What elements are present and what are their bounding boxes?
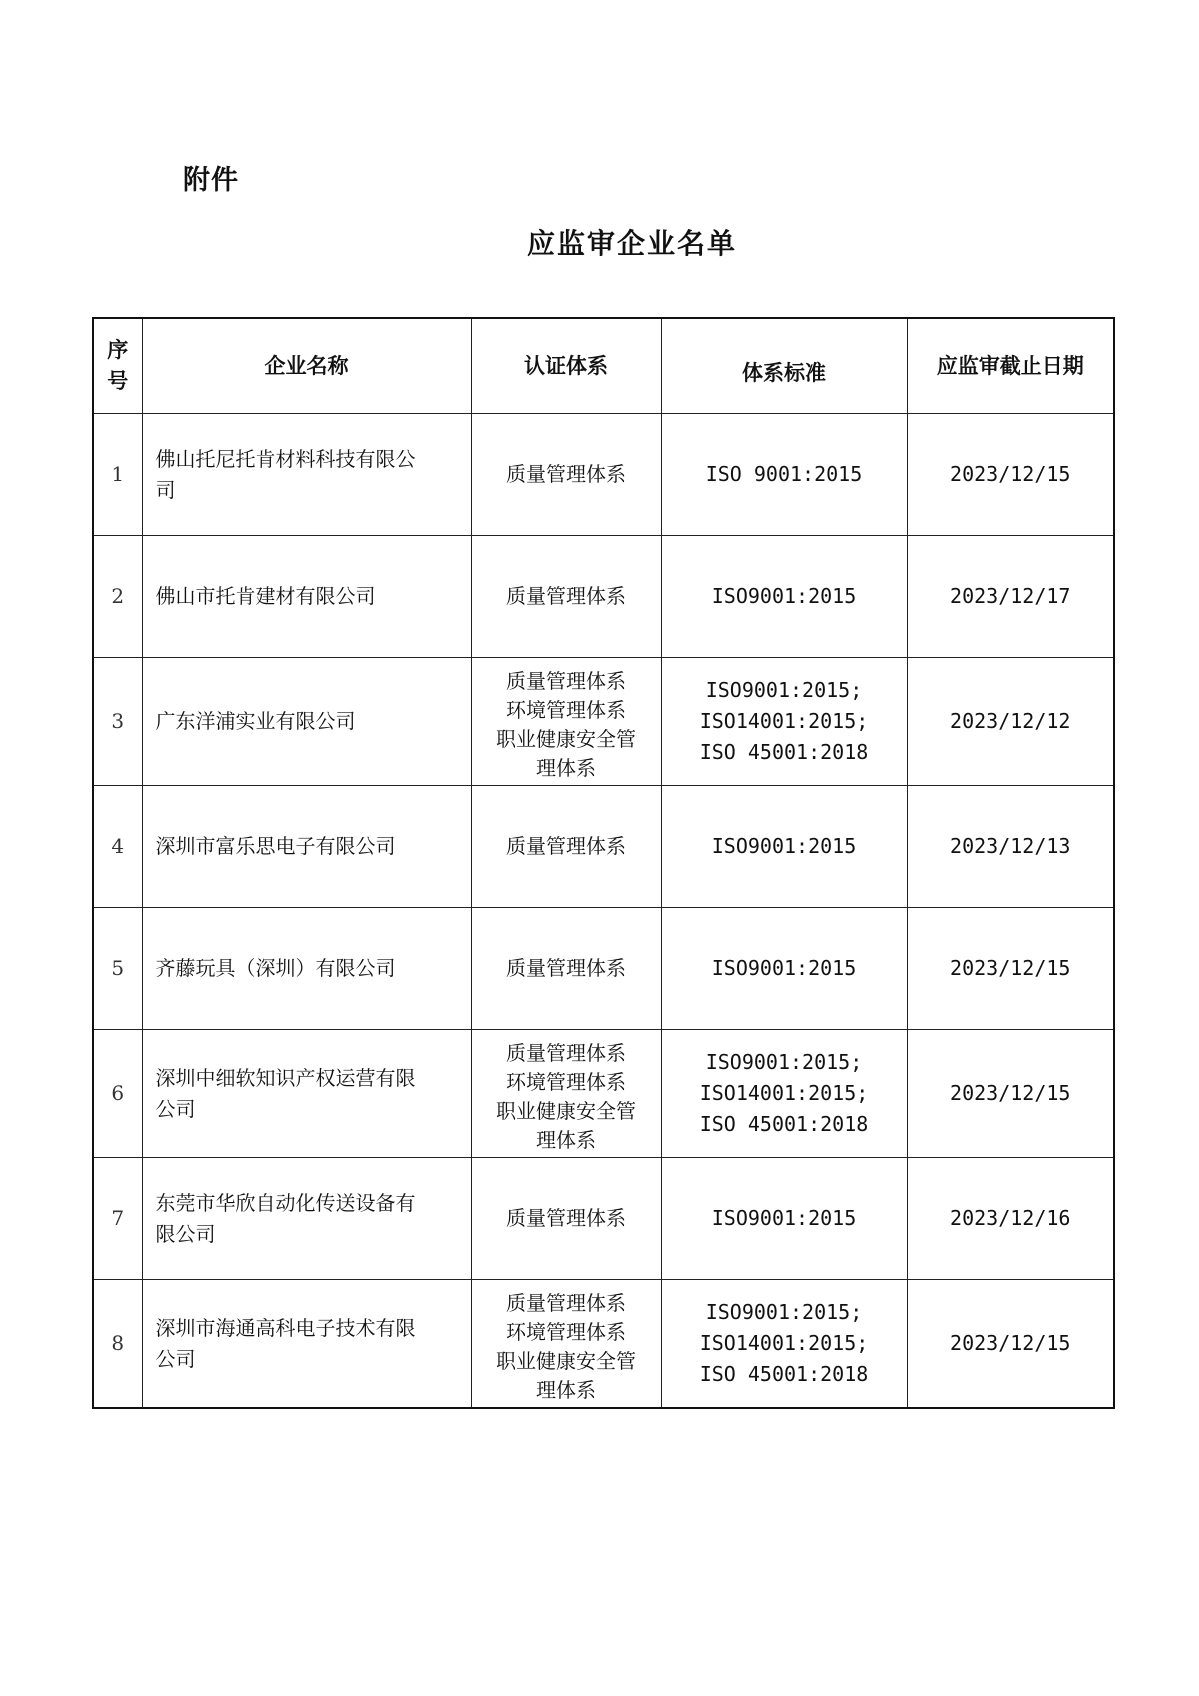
row-company-name <box>142 908 471 1030</box>
row-deadline-date: 2023/12/15 <box>907 908 1114 1030</box>
attachment-label: 附件 <box>183 165 239 196</box>
standard-line: ISO 45001:2018 <box>699 1362 869 1386</box>
row-seq: 4 <box>93 786 142 908</box>
row-deadline-date: 2023/12/15 <box>907 1280 1114 1409</box>
cert-system-line: 质量管理体系 <box>506 584 626 608</box>
row-seq: 5 <box>93 908 142 1030</box>
row-standard <box>661 1030 907 1158</box>
row-seq: 3 <box>93 658 142 786</box>
table-row <box>93 414 1114 536</box>
cert-system-line: 职业健康安全管 <box>496 1348 636 1373</box>
company-table <box>92 317 1115 1409</box>
company-name-line: 深圳市富乐思电子有限公司 <box>155 834 396 858</box>
cert-system-line: 理体系 <box>536 1127 596 1152</box>
cert-system-line: 理体系 <box>536 1377 596 1402</box>
cert-system-line: 职业健康安全管 <box>496 726 636 751</box>
header-row <box>93 318 1114 414</box>
row-deadline-date: 2023/12/13 <box>907 786 1114 908</box>
row-deadline-date: 2023/12/12 <box>907 658 1114 786</box>
row-standard <box>661 908 907 1030</box>
company-name-line: 广东洋浦实业有限公司 <box>155 709 356 733</box>
row-standard <box>661 786 907 908</box>
company-name-line: 公司 <box>155 1096 196 1121</box>
row-standard <box>661 658 907 786</box>
row-seq: 6 <box>93 1030 142 1158</box>
standard-line: ISO9001:2015 <box>711 956 857 980</box>
row-company-name <box>142 1280 471 1409</box>
header-seq-line1: 序 <box>107 338 129 362</box>
header-seq-line2: 号 <box>107 369 129 393</box>
cert-system-line: 质量管理体系 <box>506 1206 626 1230</box>
row-company-name <box>142 536 471 658</box>
page-title: 应监审企业名单 <box>526 227 737 260</box>
cert-system-line: 质量管理体系 <box>506 834 626 858</box>
standard-line: ISO 45001:2018 <box>699 1112 869 1136</box>
company-name-line: 齐藤玩具（深圳）有限公司 <box>155 956 396 980</box>
row-deadline-date: 2023/12/17 <box>907 536 1114 658</box>
header-deadline: 应监审截止日期 <box>907 318 1114 414</box>
row-company-name <box>142 658 471 786</box>
row-cert-system <box>471 1158 661 1280</box>
standard-line: ISO 45001:2018 <box>699 740 869 764</box>
standard-line: ISO 9001:2015 <box>705 462 863 486</box>
row-cert-system <box>471 658 661 786</box>
cert-system-line: 质量管理体系 <box>506 956 626 980</box>
row-seq: 8 <box>93 1280 142 1409</box>
row-company-name <box>142 1030 471 1158</box>
standard-line: ISO14001:2015; <box>699 1081 869 1105</box>
row-deadline-date: 2023/12/16 <box>907 1158 1114 1280</box>
company-name-line: 东莞市华欣自动化传送设备有 <box>155 1190 416 1215</box>
row-cert-system <box>471 536 661 658</box>
table-row <box>93 908 1114 1030</box>
table-body <box>93 414 1114 1409</box>
row-seq: 7 <box>93 1158 142 1280</box>
table-row <box>93 1030 1114 1158</box>
row-standard <box>661 1158 907 1280</box>
table-row <box>93 536 1114 658</box>
row-deadline-date: 2023/12/15 <box>907 1030 1114 1158</box>
cert-system-line: 环境管理体系 <box>506 697 626 722</box>
standard-line: ISO9001:2015; <box>705 1300 863 1324</box>
standard-line: ISO9001:2015 <box>711 584 857 608</box>
company-name-line: 司 <box>155 477 176 502</box>
row-standard <box>661 536 907 658</box>
header-company: 企业名称 <box>142 318 471 414</box>
row-cert-system <box>471 1280 661 1409</box>
standard-line: ISO14001:2015; <box>699 709 869 733</box>
row-cert-system <box>471 414 661 536</box>
cert-system-line: 质量管理体系 <box>506 1040 626 1065</box>
header-system: 认证体系 <box>471 318 661 414</box>
company-name-line: 深圳市海通高科电子技术有限 <box>155 1315 416 1340</box>
cert-system-line: 理体系 <box>536 755 596 780</box>
row-seq: 2 <box>93 536 142 658</box>
table-row <box>93 786 1114 908</box>
company-name-line: 深圳中细软知识产权运营有限 <box>155 1065 416 1090</box>
row-cert-system <box>471 786 661 908</box>
row-seq: 1 <box>93 414 142 536</box>
row-standard <box>661 1280 907 1409</box>
row-company-name <box>142 786 471 908</box>
cert-system-line: 环境管理体系 <box>506 1319 626 1344</box>
row-cert-system <box>471 1030 661 1158</box>
standard-line: ISO9001:2015; <box>705 678 863 702</box>
standard-line: ISO9001:2015 <box>711 1206 857 1230</box>
cert-system-line: 职业健康安全管 <box>496 1098 636 1123</box>
standard-line: ISO9001:2015; <box>705 1050 863 1074</box>
table-header <box>93 318 1114 414</box>
company-name-line: 限公司 <box>155 1221 216 1246</box>
header-seq <box>93 318 142 414</box>
row-company-name <box>142 414 471 536</box>
company-name-line: 佛山托尼托肯材料科技有限公 <box>155 446 416 471</box>
table-row <box>93 658 1114 786</box>
row-company-name <box>142 1158 471 1280</box>
cert-system-line: 质量管理体系 <box>506 462 626 486</box>
standard-line: ISO9001:2015 <box>711 834 857 858</box>
cert-system-line: 质量管理体系 <box>506 668 626 693</box>
standard-line: ISO14001:2015; <box>699 1331 869 1355</box>
table-row <box>93 1158 1114 1280</box>
row-cert-system <box>471 908 661 1030</box>
cert-system-line: 质量管理体系 <box>506 1290 626 1315</box>
row-standard <box>661 414 907 536</box>
table-row <box>93 1280 1114 1409</box>
company-name-line: 公司 <box>155 1346 196 1371</box>
row-deadline-date: 2023/12/15 <box>907 414 1114 536</box>
cert-system-line: 环境管理体系 <box>506 1069 626 1094</box>
header-standard: 体系标准 <box>661 318 907 414</box>
company-name-line: 佛山市托肯建材有限公司 <box>155 584 376 608</box>
